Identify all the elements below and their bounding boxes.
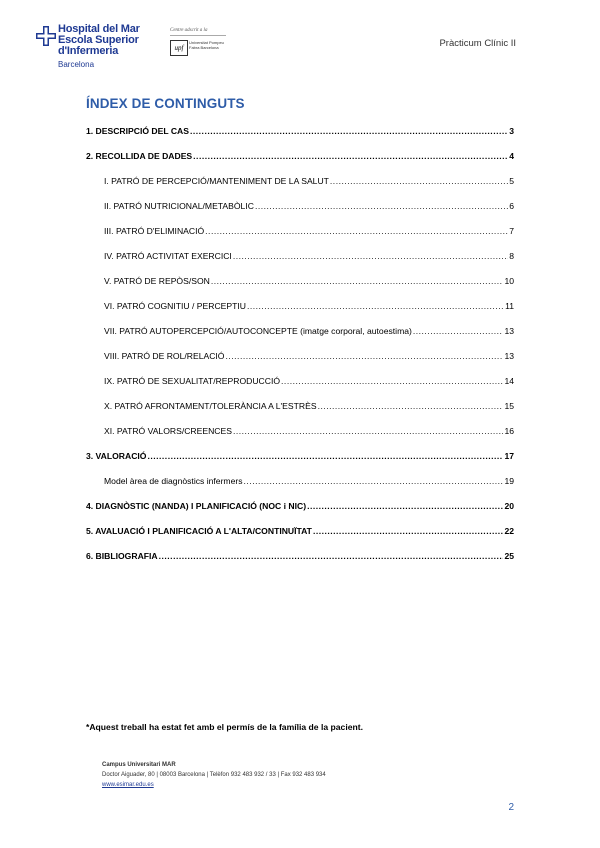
- assoc-divider: [170, 35, 226, 36]
- toc-entry-label: IV. PATRÓ ACTIVITAT EXERCICI: [104, 251, 232, 261]
- toc-entry[interactable]: [86, 301, 514, 326]
- footnote: *Aquest treball ha estat fet amb el permís de la família de la pacient.: [86, 722, 364, 732]
- toc-entry-label: XI. PATRÓ VALORS/CREENCES: [104, 426, 232, 436]
- toc-entry[interactable]: [86, 501, 514, 526]
- toc-entry-page: 14: [504, 376, 514, 386]
- toc-entry-label: 5. AVALUACIÓ I PLANIFICACIÓ A L'ALTA/CONTINUÏTAT: [86, 526, 312, 536]
- course-title: Pràcticum Clínic II: [439, 38, 516, 49]
- toc-entry[interactable]: [86, 526, 514, 551]
- toc-entry[interactable]: [86, 226, 514, 251]
- toc-entry-page: 16: [504, 426, 514, 436]
- toc-entry[interactable]: [86, 251, 514, 276]
- toc-title: ÍNDEX DE CONTINGUTS: [86, 96, 245, 111]
- toc-entry-label: VIII. PATRÓ DE ROL/RELACIÓ: [104, 351, 225, 361]
- toc-entry-page: 4: [509, 151, 514, 161]
- toc-entry-label: VII. PATRÓ AUTOPERCEPCIÓ/AUTOCONCEPTE (imatge corporal, autoestima): [104, 326, 412, 336]
- toc-entry-label: 6. BIBLIOGRAFIA: [86, 551, 158, 561]
- upf-associate-logo: [170, 28, 230, 58]
- upf-name: Universitat Pompeu Fabra Barcelona: [189, 40, 224, 50]
- toc-entry-page: 17: [504, 451, 514, 461]
- cross-icon: [36, 26, 56, 46]
- toc-entry-page: 7: [509, 226, 514, 236]
- toc-entry[interactable]: [86, 176, 514, 201]
- toc-entry-page: 19: [504, 476, 514, 486]
- toc-entry-page: 11: [505, 301, 514, 311]
- toc-entry-page: 22: [504, 526, 514, 536]
- toc-entry-page: 15: [504, 401, 514, 411]
- logo-line-2: Escola Superior: [58, 34, 139, 46]
- toc-entry-label: X. PATRÓ AFRONTAMENT/TOLERÀNCIA A L'ESTRÈS: [104, 401, 317, 411]
- toc-entry[interactable]: [86, 376, 514, 401]
- toc-entry-label: VI. PATRÓ COGNITIU / PERCEPTIU: [104, 301, 246, 311]
- address-line: Doctor Aiguader, 80 | 08003 Barcelona | Telèfon 932 483 932 / 33 | Fax 932 483 934: [102, 772, 326, 778]
- toc-entry-label: I. PATRÓ DE PERCEPCIÓ/MANTENIMENT DE LA SALUT: [104, 176, 329, 186]
- toc-entry-label: 1. DESCRIPCIÓ DEL CAS: [86, 126, 189, 136]
- toc-entry-label: V. PATRÓ DE REPÒS/SON: [104, 276, 210, 286]
- toc-entry[interactable]: [86, 551, 514, 576]
- toc-entry[interactable]: [86, 351, 514, 376]
- toc-entry[interactable]: [86, 401, 514, 426]
- toc-entry-page: 10: [504, 276, 514, 286]
- toc-entry-page: 25: [504, 551, 514, 561]
- toc-entry-label: 3. VALORACIÓ: [86, 451, 147, 461]
- page-number: 2: [508, 802, 514, 813]
- toc-entry-page: 8: [509, 251, 514, 261]
- toc-entry-page: 5: [509, 176, 514, 186]
- logo-line-4: Barcelona: [58, 60, 95, 69]
- toc-entry[interactable]: [86, 451, 514, 476]
- toc-entry[interactable]: [86, 276, 514, 301]
- toc-entry-label: 4. DIAGNÒSTIC (NANDA) I PLANIFICACIÓ (NOC i NIC): [86, 501, 307, 511]
- logo-line-3: d'Infermeria: [58, 45, 119, 57]
- toc-entry-label: 2. RECOLLIDA DE DADES: [86, 151, 193, 161]
- toc-entry-label: Model àrea de diagnòstics infermers: [104, 476, 243, 486]
- toc-entry[interactable]: [86, 476, 514, 501]
- toc-entry-page: 6: [509, 201, 514, 211]
- website-link[interactable]: www.esimar.edu.es: [102, 782, 154, 788]
- toc-entry[interactable]: [86, 151, 514, 176]
- toc-entry-page: 20: [504, 501, 514, 511]
- toc-entry-page: 13: [504, 351, 514, 361]
- toc-entry[interactable]: [86, 201, 514, 226]
- toc-entry[interactable]: [86, 426, 514, 451]
- logo-line-1: Hospital del Mar: [58, 23, 140, 35]
- toc-list: [86, 126, 514, 576]
- campus-name: Campus Universitari MAR: [102, 762, 176, 768]
- toc-entry-page: 3: [509, 126, 514, 136]
- assoc-label: Centre adscrit a la: [170, 28, 208, 33]
- toc-entry[interactable]: [86, 126, 514, 151]
- toc-entry-label: II. PATRÓ NUTRICIONAL/METABÒLIC: [104, 201, 254, 211]
- toc-entry[interactable]: [86, 326, 514, 351]
- upf-mark: upf: [170, 40, 188, 56]
- toc-entry-label: III. PATRÓ D'ELIMINACIÓ: [104, 226, 205, 236]
- hospital-del-mar-logo: [36, 24, 166, 74]
- toc-entry-label: IX. PATRÓ DE SEXUALITAT/REPRODUCCIÓ: [104, 376, 281, 386]
- toc-entry-page: 13: [504, 326, 514, 336]
- footer-address: [102, 760, 326, 790]
